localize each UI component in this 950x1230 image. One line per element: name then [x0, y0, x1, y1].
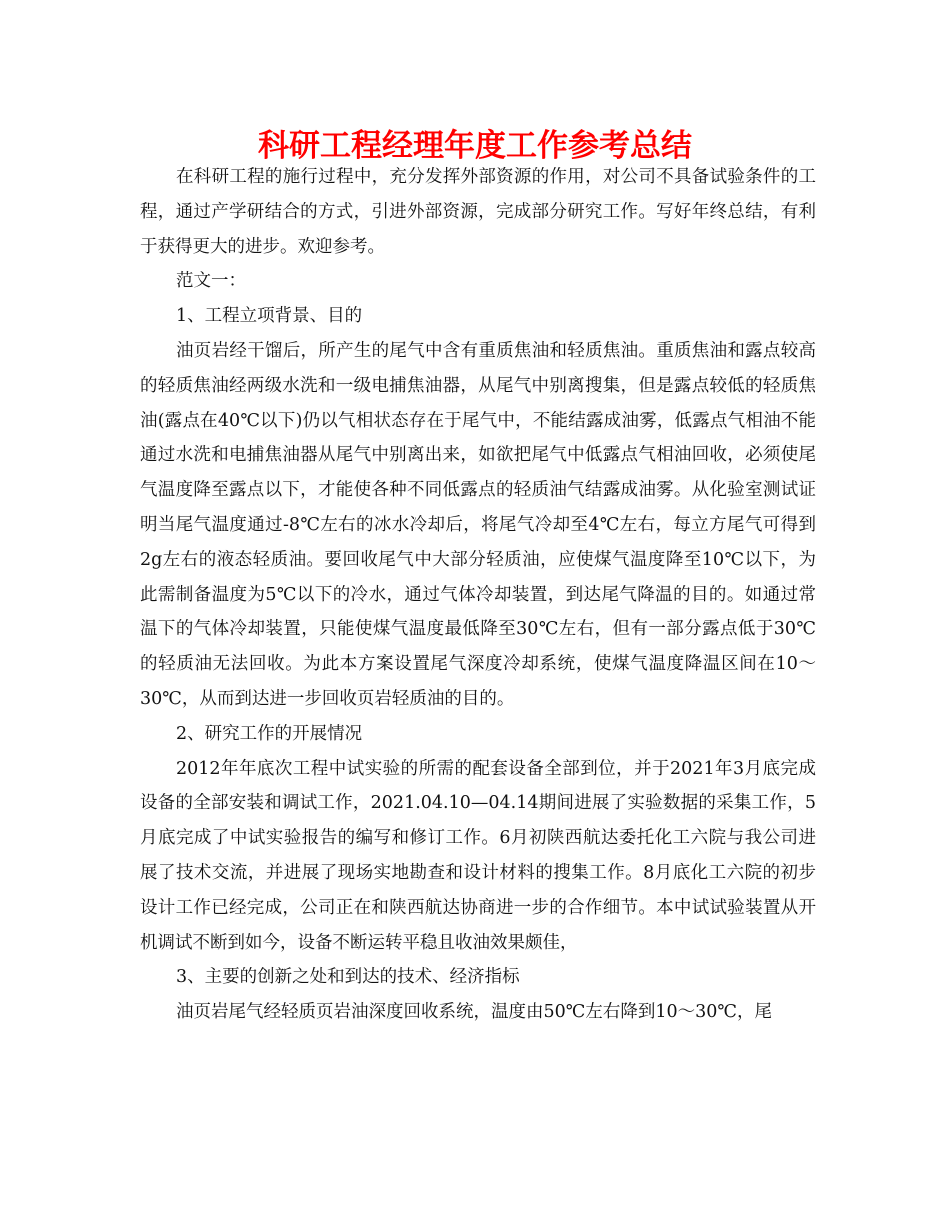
document-body: [140, 160, 816, 1030]
section-heading-3: 3、主要的创新之处和到达的技术、经济指标: [176, 967, 520, 988]
paragraph-background: 油页岩经干馏后，所产生的尾气中含有重质焦油和轻质焦油。重质焦油和露点较高的轻质焦油经两级水洗和一级电捕焦油器，从尾气中别离搜集，但是露点较低的轻质焦油(露点在40℃以下)仍以气相状态存在于尾气中，不能结露成油雾，低露点气相油不能通过水洗和电捕焦油器从尾气中别离出来，如欲把尾气中低露点气相油回收，必须使尾气温度降至露点以下，才能使各种不同低露点的轻质油气结露成油雾。从化验室测试证明当尾气温度通过-8℃左右的冰水冷却后，将尾气冷却至4℃左右，每立方尾气可得到2g左右的液态轻质油。要回收尾气中大部分轻质油，应使煤气温度降至10℃以下，为此需制备温度为5℃以下的冷水，通过气体冷却装置，到达尾气降温的目的。如通过常温下的气体冷却装置，只能使煤气温度最低降至30℃左右，但有一部分露点低于30℃的轻质油无法回收。为此本方案设置尾气深度冷却系统，使煤气温度降温区间在10～30℃，从而到达进一步回收页岩轻质油的目的。: [140, 340, 816, 709]
section-heading-1: 1、工程立项背景、目的: [176, 306, 363, 327]
paragraph-innovation: 油页岩尾气经轻质页岩油深度回收系统，温度由50℃左右降到10～30℃，尾: [176, 1002, 772, 1023]
paragraph-sample-label: 范文一：: [176, 271, 246, 292]
paragraph-progress: 2012年年底次工程中试实验的所需的配套设备全部到位，并于2021年3月底完成设备的全部安装和调试工作，2021.04.10—04.14期间进展了实验数据的采集工作，5月底完成了中试实验报告的编写和修订工作。6月初陕西航达委托化工六院与我公司进展了技术交流，并进展了现场实地勘查和设计材料的搜集工作。8月底化工六院的初步设计工作已经完成，公司正在和陕西航达协商进一步的合作细节。本中试试验装置从开机调试不断到如今，设备不断运转平稳且收油效果颇佳，: [140, 758, 816, 953]
document-title: 科研工程经理年度工作参考总结: [258, 128, 692, 164]
paragraph-intro: 在科研工程的施行过程中，充分发挥外部资源的作用，对公司不具备试验条件的工程，通过产学研结合的方式，引进外部资源，完成部分研究工作。写好年终总结，有利于获得更大的进步。欢迎参考。: [140, 167, 816, 257]
section-heading-2: 2、研究工作的开展情况: [176, 723, 363, 744]
